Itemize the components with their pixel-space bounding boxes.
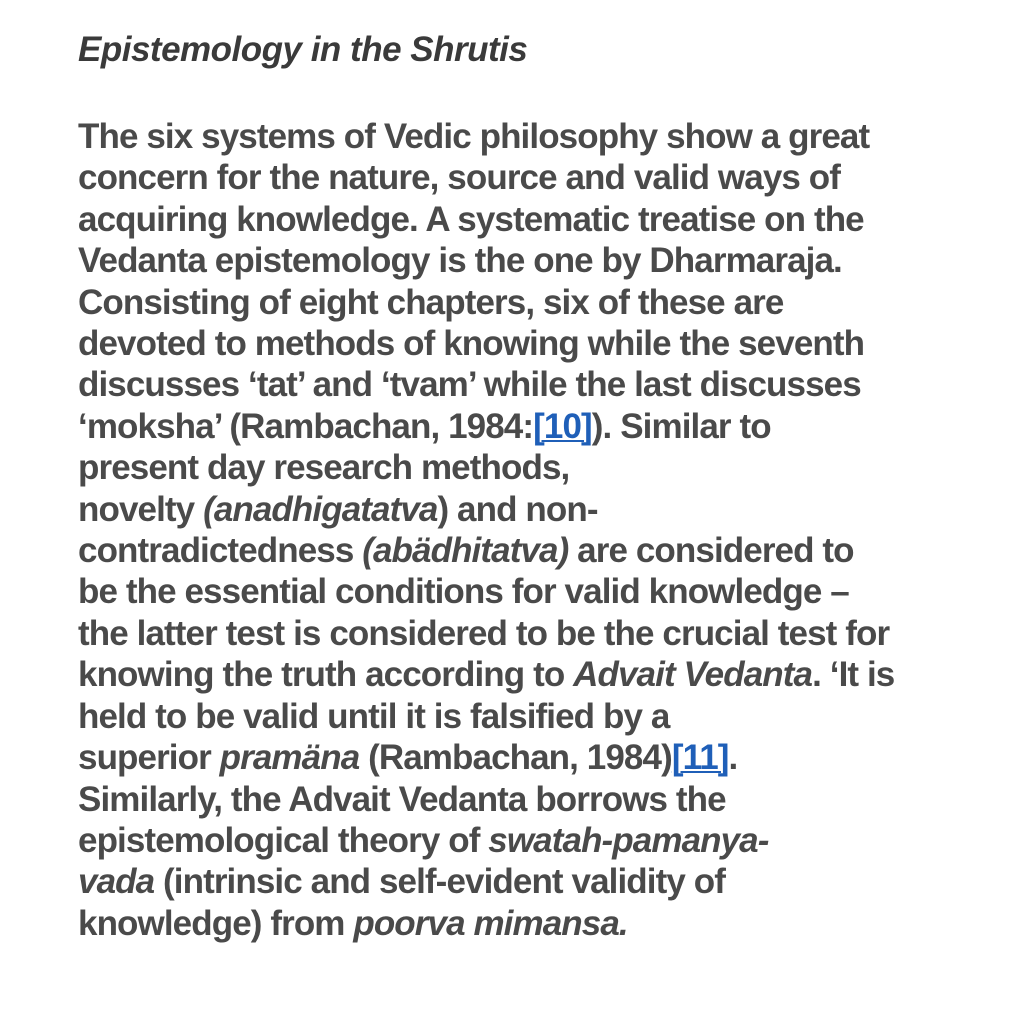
text-segment: are considered to (568, 531, 854, 571)
paragraph-line (78, 820, 958, 861)
paragraph-line (78, 530, 958, 571)
paragraph-line: The six systems of Vedic philosophy show a great (78, 117, 870, 156)
paragraph-line: concern for the nature, source and valid ways of (78, 158, 841, 198)
text-segment: knowing the truth according to (78, 655, 574, 695)
sanskrit-term: pramäna (219, 738, 360, 778)
emphasis-term: Advait Vedanta (573, 655, 813, 695)
text-segment: contradictedness (78, 531, 363, 571)
paragraph-line (78, 737, 958, 778)
paragraph-line: Consisting of eight chapters, six of these are (78, 282, 784, 322)
text-segment: ‘moksha’ (Rambachan, 1984: (78, 406, 534, 446)
sanskrit-term: (abädhitatva) (362, 531, 569, 571)
text-segment: epistemological theory of (78, 820, 489, 860)
text-segment: superior (78, 738, 220, 778)
paragraph-line: held to be valid until it is falsified by a (78, 696, 670, 736)
paragraph-line (78, 654, 958, 695)
paragraph-line: devoted to methods of knowing while the seventh (78, 324, 865, 364)
text-segment: . ‘It is (812, 655, 895, 695)
paragraph-line (78, 406, 958, 447)
citation-link-11[interactable]: [11] (671, 738, 729, 778)
sanskrit-term: poorva mimansa. (353, 903, 628, 943)
paragraph-line: acquiring knowledge. A systematic treatise on the (78, 199, 864, 239)
paragraph-line: Vedanta epistemology is the one by Dharmaraja. (78, 241, 842, 281)
text-segment: knowledge) from (78, 903, 354, 943)
text-segment: ) and non- (437, 489, 598, 529)
text-segment: (Rambachan, 1984) (359, 738, 672, 778)
text-segment: novelty (78, 489, 204, 529)
paragraph-line: the latter test is considered to be the crucial test for (78, 613, 890, 653)
section-title: Epistemology in the Shrutis (78, 30, 528, 69)
paragraph-line: Similarly, the Advait Vedanta borrows the (78, 779, 726, 819)
paragraph-line (78, 903, 958, 944)
text-segment: (intrinsic and self-evident validity of (154, 862, 725, 902)
sanskrit-term: vada (78, 862, 155, 902)
paragraph-line: present day research methods, (78, 448, 570, 488)
paragraph-line: discusses ‘tat’ and ‘tvam’ while the last discusses (78, 365, 861, 405)
text-segment: . (728, 738, 738, 778)
sanskrit-term: swatah-pamanya- (488, 820, 769, 860)
sanskrit-term: (anadhigatatva (203, 489, 438, 529)
citation-link-10[interactable]: [10] (533, 406, 592, 446)
paragraph-line (78, 861, 958, 902)
text-segment: ). Similar to (591, 406, 771, 446)
paragraph-line: be the essential conditions for valid knowledge – (78, 572, 849, 612)
body-paragraph (78, 116, 958, 944)
paragraph-line (78, 489, 958, 530)
